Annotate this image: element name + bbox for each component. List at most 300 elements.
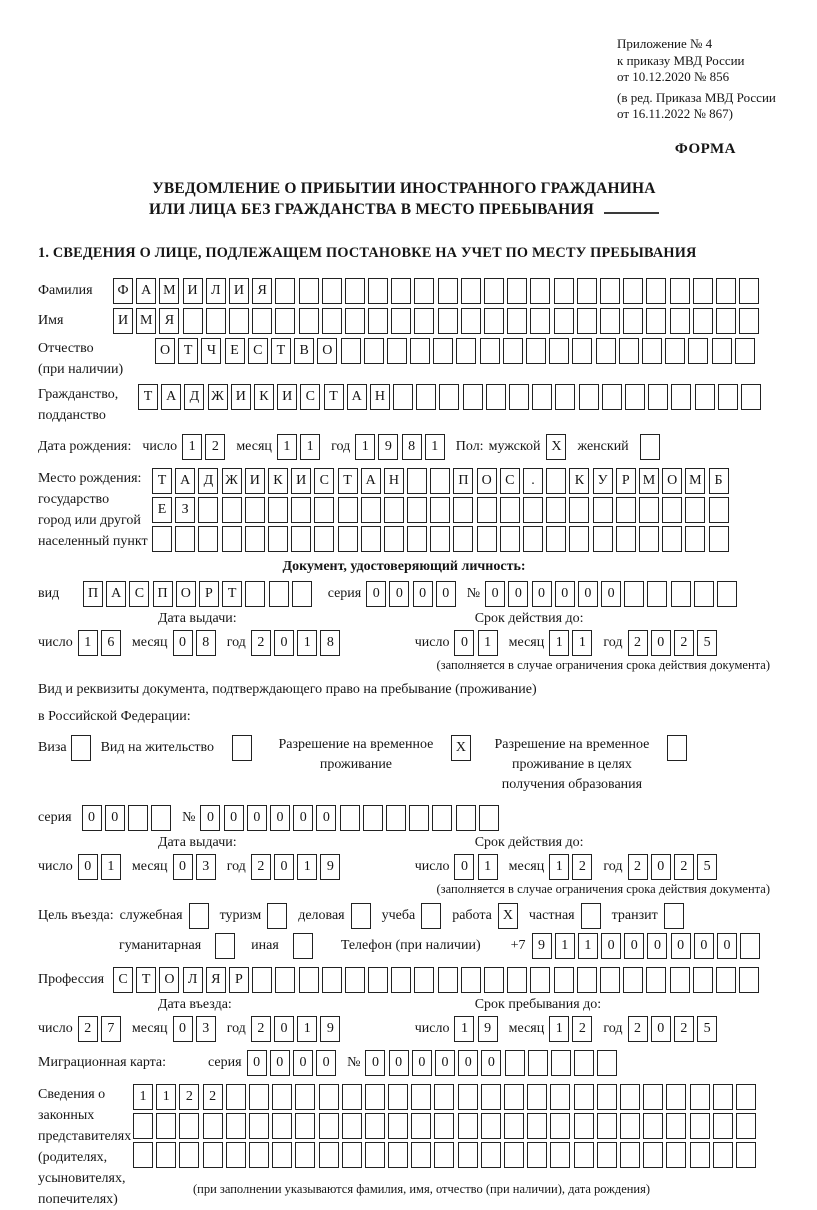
representatives-cell[interactable] (179, 1142, 199, 1168)
stay-month-cell[interactable]: 1 (549, 1016, 569, 1042)
given-name-cell[interactable] (554, 308, 574, 334)
representatives-cell[interactable] (434, 1084, 454, 1110)
identity-number-cell[interactable] (694, 581, 714, 607)
identity-kind-cell[interactable]: О (176, 581, 196, 607)
birth-place-cell[interactable]: Е (152, 497, 172, 523)
patronymic-cell[interactable] (665, 338, 685, 364)
profession-cell[interactable] (507, 967, 527, 993)
birth-place-cell[interactable]: Р (616, 468, 636, 494)
representatives-cell[interactable] (713, 1084, 733, 1110)
birth-place-cell[interactable] (662, 497, 682, 523)
migration-series-cell[interactable]: 0 (247, 1050, 267, 1076)
given-name-cell[interactable] (600, 308, 620, 334)
temp-residence-education-checkbox-cell[interactable] (667, 735, 687, 761)
birth-place-cell[interactable]: М (685, 468, 705, 494)
citizenship-cell[interactable] (718, 384, 738, 410)
migration-number-cell[interactable] (597, 1050, 617, 1076)
representatives-cell[interactable] (550, 1142, 570, 1168)
migration-number-cell[interactable]: 0 (389, 1050, 409, 1076)
surname-cell[interactable] (554, 278, 574, 304)
citizenship-cell[interactable] (439, 384, 459, 410)
identity-valid-year-cell[interactable]: 5 (697, 630, 717, 656)
given-name-cell[interactable] (577, 308, 597, 334)
given-name-cell[interactable]: И (113, 308, 133, 334)
temp-residence-checkbox-cell[interactable]: X (451, 735, 471, 761)
representatives-cell[interactable] (411, 1113, 431, 1139)
phone-cell[interactable] (740, 933, 760, 959)
phone-cell[interactable]: 0 (624, 933, 644, 959)
citizenship-cell[interactable]: Н (370, 384, 390, 410)
surname-cell[interactable] (345, 278, 365, 304)
representatives-cell[interactable] (574, 1113, 594, 1139)
representatives-cell[interactable] (574, 1142, 594, 1168)
representatives-cell[interactable] (249, 1084, 269, 1110)
representatives-cell[interactable] (736, 1142, 756, 1168)
profession-cell[interactable]: Р (229, 967, 249, 993)
representatives-cell[interactable] (690, 1142, 710, 1168)
stay-year-cell[interactable]: 5 (697, 1016, 717, 1042)
representatives-cell[interactable] (527, 1084, 547, 1110)
patronymic-cell[interactable] (549, 338, 569, 364)
birth-place-cell[interactable] (639, 497, 659, 523)
stay-year-cell[interactable]: 2 (628, 1016, 648, 1042)
purpose-work-cell[interactable]: X (498, 903, 518, 929)
patronymic-cell[interactable] (410, 338, 430, 364)
citizenship-cell[interactable]: Ж (208, 384, 228, 410)
surname-cell[interactable] (646, 278, 666, 304)
identity-number-cell[interactable]: 0 (578, 581, 598, 607)
migration-series-cell[interactable]: 0 (316, 1050, 336, 1076)
given-name-cell[interactable] (345, 308, 365, 334)
given-name-cell[interactable] (693, 308, 713, 334)
representatives-cell[interactable] (203, 1142, 223, 1168)
identity-issue-month-cell[interactable]: 0 (173, 630, 193, 656)
migration-series-cell[interactable]: 0 (293, 1050, 313, 1076)
representatives-cell[interactable] (272, 1142, 292, 1168)
representatives-cell[interactable] (713, 1113, 733, 1139)
birth-place-cell[interactable] (268, 526, 288, 552)
citizenship-cell[interactable]: К (254, 384, 274, 410)
citizenship-cell[interactable] (579, 384, 599, 410)
birth-place-cell[interactable]: Т (152, 468, 172, 494)
identity-number-cell[interactable] (717, 581, 737, 607)
residence-number-cell[interactable]: 0 (247, 805, 267, 831)
citizenship-cell[interactable] (509, 384, 529, 410)
birth-place-cell[interactable]: Ж (222, 468, 242, 494)
phone-cell[interactable]: 1 (555, 933, 575, 959)
residence-number-cell[interactable]: 0 (200, 805, 220, 831)
birth-place-cell[interactable] (198, 526, 218, 552)
birth-place-cell[interactable]: Т (338, 468, 358, 494)
profession-cell[interactable] (693, 967, 713, 993)
surname-cell[interactable] (461, 278, 481, 304)
profession-cell[interactable] (670, 967, 690, 993)
migration-number-cell[interactable] (528, 1050, 548, 1076)
representatives-cell[interactable] (411, 1084, 431, 1110)
phone-cell[interactable]: 0 (717, 933, 737, 959)
birth-place-cell[interactable]: З (175, 497, 195, 523)
representatives-cell[interactable] (713, 1142, 733, 1168)
citizenship-cell[interactable]: Д (184, 384, 204, 410)
citizenship-cell[interactable]: А (161, 384, 181, 410)
profession-cell[interactable] (414, 967, 434, 993)
representatives-cell[interactable] (643, 1142, 663, 1168)
representatives-cell[interactable] (458, 1084, 478, 1110)
patronymic-cell[interactable] (480, 338, 500, 364)
surname-cell[interactable] (530, 278, 550, 304)
birth-place-cell[interactable]: П (453, 468, 473, 494)
residence-valid-year-cell[interactable]: 5 (697, 854, 717, 880)
residence-issue-month-cell[interactable]: 0 (173, 854, 193, 880)
residence-number-cell[interactable]: 0 (270, 805, 290, 831)
birth-place-cell[interactable] (569, 526, 589, 552)
surname-cell[interactable] (368, 278, 388, 304)
birth-place-cell[interactable] (477, 497, 497, 523)
identity-valid-year-cell[interactable]: 0 (651, 630, 671, 656)
birth-place-cell[interactable] (222, 497, 242, 523)
identity-kind-cell[interactable]: П (83, 581, 103, 607)
representatives-cell[interactable] (249, 1113, 269, 1139)
representatives-cell[interactable] (597, 1142, 617, 1168)
phone-cell[interactable]: 9 (532, 933, 552, 959)
given-name-cell[interactable] (368, 308, 388, 334)
birth-place-cell[interactable]: . (523, 468, 543, 494)
identity-kind-cell[interactable]: С (129, 581, 149, 607)
representatives-cell[interactable] (319, 1142, 339, 1168)
residence-valid-year-cell[interactable]: 0 (651, 854, 671, 880)
surname-cell[interactable] (600, 278, 620, 304)
purpose-humanitarian-cell[interactable] (215, 933, 235, 959)
surname-cell[interactable] (693, 278, 713, 304)
surname-cell[interactable] (484, 278, 504, 304)
citizenship-cell[interactable] (602, 384, 622, 410)
birth-place-cell[interactable] (198, 497, 218, 523)
birth-place-cell[interactable] (430, 526, 450, 552)
birth-place-cell[interactable] (384, 526, 404, 552)
stay-month-cell[interactable]: 2 (572, 1016, 592, 1042)
birth-place-cell[interactable] (593, 497, 613, 523)
residence-series-cell[interactable]: 0 (105, 805, 125, 831)
patronymic-cell[interactable] (433, 338, 453, 364)
residence-issue-year-cell[interactable]: 2 (251, 854, 271, 880)
birth-place-cell[interactable] (500, 526, 520, 552)
representatives-cell[interactable] (620, 1113, 640, 1139)
birth-place-cell[interactable] (245, 526, 265, 552)
representatives-cell[interactable] (388, 1113, 408, 1139)
representatives-cell[interactable] (226, 1084, 246, 1110)
given-name-cell[interactable]: Я (159, 308, 179, 334)
patronymic-cell[interactable] (572, 338, 592, 364)
profession-cell[interactable] (623, 967, 643, 993)
profession-cell[interactable] (368, 967, 388, 993)
citizenship-cell[interactable]: И (231, 384, 251, 410)
residence-number-cell[interactable] (363, 805, 383, 831)
profession-cell[interactable] (739, 967, 759, 993)
birth-place-cell[interactable]: Н (384, 468, 404, 494)
representatives-cell[interactable] (643, 1084, 663, 1110)
identity-issue-year-cell[interactable]: 8 (320, 630, 340, 656)
migration-number-cell[interactable]: 0 (412, 1050, 432, 1076)
entry-year-cell[interactable]: 9 (320, 1016, 340, 1042)
entry-day-cell[interactable]: 2 (78, 1016, 98, 1042)
patronymic-cell[interactable] (456, 338, 476, 364)
patronymic-cell[interactable] (341, 338, 361, 364)
birth-place-cell[interactable]: К (569, 468, 589, 494)
purpose-other-cell[interactable] (293, 933, 313, 959)
representatives-cell[interactable] (272, 1113, 292, 1139)
representatives-cell[interactable] (156, 1113, 176, 1139)
patronymic-cell[interactable] (712, 338, 732, 364)
given-name-cell[interactable] (507, 308, 527, 334)
profession-cell[interactable]: Т (136, 967, 156, 993)
birth-place-cell[interactable] (430, 468, 450, 494)
phone-cell[interactable]: 0 (601, 933, 621, 959)
profession-cell[interactable] (646, 967, 666, 993)
residence-number-cell[interactable] (409, 805, 429, 831)
residence-valid-year-cell[interactable]: 2 (628, 854, 648, 880)
identity-number-cell[interactable] (624, 581, 644, 607)
birth-place-cell[interactable] (338, 497, 358, 523)
residence-series-cell[interactable] (151, 805, 171, 831)
patronymic-cell[interactable]: С (248, 338, 268, 364)
phone-cell[interactable]: 0 (671, 933, 691, 959)
given-name-cell[interactable] (322, 308, 342, 334)
purpose-study-cell[interactable] (421, 903, 441, 929)
surname-cell[interactable] (507, 278, 527, 304)
residence-number-cell[interactable] (479, 805, 499, 831)
migration-number-cell[interactable]: 0 (435, 1050, 455, 1076)
residence-permit-checkbox-cell[interactable] (232, 735, 252, 761)
citizenship-cell[interactable] (463, 384, 483, 410)
profession-cell[interactable] (461, 967, 481, 993)
identity-kind-cell[interactable] (292, 581, 312, 607)
profession-cell[interactable] (577, 967, 597, 993)
representatives-cell[interactable] (666, 1113, 686, 1139)
patronymic-cell[interactable] (688, 338, 708, 364)
identity-number-cell[interactable]: 0 (485, 581, 505, 607)
surname-cell[interactable] (322, 278, 342, 304)
profession-cell[interactable] (252, 967, 272, 993)
residence-issue-year-cell[interactable]: 1 (297, 854, 317, 880)
profession-cell[interactable] (438, 967, 458, 993)
birth-place-cell[interactable]: О (477, 468, 497, 494)
citizenship-cell[interactable] (625, 384, 645, 410)
patronymic-cell[interactable] (619, 338, 639, 364)
surname-cell[interactable]: Л (206, 278, 226, 304)
purpose-business-cell[interactable] (351, 903, 371, 929)
given-name-cell[interactable] (716, 308, 736, 334)
birth-place-cell[interactable] (430, 497, 450, 523)
identity-number-cell[interactable]: 0 (532, 581, 552, 607)
birth-place-cell[interactable] (291, 497, 311, 523)
migration-number-cell[interactable] (505, 1050, 525, 1076)
patronymic-cell[interactable] (503, 338, 523, 364)
identity-issue-day-cell[interactable]: 6 (101, 630, 121, 656)
birth-year-cell[interactable]: 8 (402, 434, 422, 460)
profession-cell[interactable]: О (159, 967, 179, 993)
representatives-cell[interactable] (226, 1113, 246, 1139)
migration-number-cell[interactable]: 0 (365, 1050, 385, 1076)
representatives-cell[interactable]: 1 (156, 1084, 176, 1110)
birth-place-cell[interactable]: Б (709, 468, 729, 494)
identity-issue-month-cell[interactable]: 8 (196, 630, 216, 656)
birth-place-cell[interactable] (685, 497, 705, 523)
migration-number-cell[interactable]: 0 (481, 1050, 501, 1076)
surname-cell[interactable]: И (229, 278, 249, 304)
given-name-cell[interactable] (739, 308, 759, 334)
citizenship-cell[interactable]: Т (138, 384, 158, 410)
residence-number-cell[interactable] (456, 805, 476, 831)
birth-place-cell[interactable] (616, 497, 636, 523)
given-name-cell[interactable] (461, 308, 481, 334)
identity-kind-cell[interactable]: А (106, 581, 126, 607)
sex-female-checkbox-cell[interactable] (640, 434, 660, 460)
representatives-cell[interactable] (295, 1142, 315, 1168)
migration-number-cell[interactable] (574, 1050, 594, 1076)
citizenship-cell[interactable] (532, 384, 552, 410)
identity-number-cell[interactable]: 0 (508, 581, 528, 607)
representatives-cell[interactable] (620, 1142, 640, 1168)
birth-place-cell[interactable] (616, 526, 636, 552)
birth-place-cell[interactable] (546, 526, 566, 552)
representatives-cell[interactable] (411, 1142, 431, 1168)
representatives-cell[interactable] (597, 1113, 617, 1139)
birth-place-cell[interactable] (384, 497, 404, 523)
profession-cell[interactable] (275, 967, 295, 993)
visa-checkbox-cell[interactable] (71, 735, 91, 761)
patronymic-cell[interactable]: Т (178, 338, 198, 364)
patronymic-cell[interactable]: В (294, 338, 314, 364)
representatives-cell[interactable] (690, 1084, 710, 1110)
birth-place-cell[interactable] (152, 526, 172, 552)
residence-valid-year-cell[interactable]: 2 (674, 854, 694, 880)
profession-cell[interactable]: Я (206, 967, 226, 993)
citizenship-cell[interactable]: Т (324, 384, 344, 410)
migration-number-cell[interactable] (551, 1050, 571, 1076)
representatives-cell[interactable] (226, 1142, 246, 1168)
birth-place-cell[interactable]: М (639, 468, 659, 494)
representatives-cell[interactable]: 2 (203, 1084, 223, 1110)
given-name-cell[interactable] (229, 308, 249, 334)
representatives-cell[interactable] (342, 1142, 362, 1168)
surname-cell[interactable] (299, 278, 319, 304)
stay-year-cell[interactable]: 2 (674, 1016, 694, 1042)
phone-cell[interactable]: 0 (694, 933, 714, 959)
given-name-cell[interactable] (623, 308, 643, 334)
stay-day-cell[interactable]: 9 (478, 1016, 498, 1042)
birth-place-cell[interactable]: С (314, 468, 334, 494)
phone-cell[interactable]: 1 (578, 933, 598, 959)
identity-valid-day-cell[interactable]: 0 (454, 630, 474, 656)
birth-place-cell[interactable] (709, 497, 729, 523)
purpose-transit-cell[interactable] (664, 903, 684, 929)
citizenship-cell[interactable] (695, 384, 715, 410)
birth-place-cell[interactable] (639, 526, 659, 552)
identity-number-cell[interactable] (671, 581, 691, 607)
representatives-cell[interactable] (620, 1084, 640, 1110)
birth-day-cell[interactable]: 1 (182, 434, 202, 460)
entry-year-cell[interactable]: 1 (297, 1016, 317, 1042)
surname-cell[interactable]: М (159, 278, 179, 304)
citizenship-cell[interactable]: А (347, 384, 367, 410)
citizenship-cell[interactable] (648, 384, 668, 410)
birth-place-cell[interactable] (361, 526, 381, 552)
patronymic-cell[interactable] (526, 338, 546, 364)
representatives-cell[interactable] (365, 1084, 385, 1110)
surname-cell[interactable] (670, 278, 690, 304)
residence-issue-month-cell[interactable]: 3 (196, 854, 216, 880)
birth-place-cell[interactable] (407, 497, 427, 523)
birth-place-cell[interactable] (314, 497, 334, 523)
identity-kind-cell[interactable]: П (153, 581, 173, 607)
residence-series-cell[interactable]: 0 (82, 805, 102, 831)
given-name-cell[interactable]: М (136, 308, 156, 334)
purpose-private-cell[interactable] (581, 903, 601, 929)
identity-valid-year-cell[interactable]: 2 (628, 630, 648, 656)
residence-issue-day-cell[interactable]: 0 (78, 854, 98, 880)
surname-cell[interactable] (577, 278, 597, 304)
birth-place-cell[interactable] (685, 526, 705, 552)
identity-series-cell[interactable]: 0 (436, 581, 456, 607)
birth-place-cell[interactable] (338, 526, 358, 552)
identity-series-cell[interactable]: 0 (366, 581, 386, 607)
patronymic-cell[interactable]: Е (225, 338, 245, 364)
representatives-cell[interactable] (203, 1113, 223, 1139)
surname-cell[interactable] (739, 278, 759, 304)
identity-issue-year-cell[interactable]: 1 (297, 630, 317, 656)
representatives-cell[interactable] (481, 1084, 501, 1110)
birth-year-cell[interactable]: 1 (425, 434, 445, 460)
representatives-cell[interactable] (342, 1084, 362, 1110)
birth-place-cell[interactable] (268, 497, 288, 523)
sex-male-checkbox-cell[interactable]: X (546, 434, 566, 460)
residence-issue-year-cell[interactable]: 0 (274, 854, 294, 880)
birth-place-cell[interactable]: Д (198, 468, 218, 494)
given-name-cell[interactable] (299, 308, 319, 334)
surname-cell[interactable] (716, 278, 736, 304)
identity-number-cell[interactable]: 0 (555, 581, 575, 607)
identity-issue-year-cell[interactable]: 0 (274, 630, 294, 656)
representatives-cell[interactable] (365, 1113, 385, 1139)
stay-year-cell[interactable]: 0 (651, 1016, 671, 1042)
representatives-cell[interactable] (249, 1142, 269, 1168)
representatives-cell[interactable] (481, 1113, 501, 1139)
identity-kind-cell[interactable] (245, 581, 265, 607)
representatives-cell[interactable] (319, 1084, 339, 1110)
birth-place-cell[interactable]: С (500, 468, 520, 494)
entry-month-cell[interactable]: 3 (196, 1016, 216, 1042)
representatives-cell[interactable] (272, 1084, 292, 1110)
birth-place-cell[interactable] (477, 526, 497, 552)
purpose-tourism-cell[interactable] (267, 903, 287, 929)
birth-place-cell[interactable] (523, 526, 543, 552)
identity-number-cell[interactable]: 0 (601, 581, 621, 607)
residence-issue-year-cell[interactable]: 9 (320, 854, 340, 880)
residence-number-cell[interactable] (432, 805, 452, 831)
profession-cell[interactable] (530, 967, 550, 993)
surname-cell[interactable]: Ф (113, 278, 133, 304)
birth-place-cell[interactable] (361, 497, 381, 523)
representatives-cell[interactable] (434, 1142, 454, 1168)
surname-cell[interactable]: А (136, 278, 156, 304)
surname-cell[interactable]: Я (252, 278, 272, 304)
identity-series-cell[interactable]: 0 (389, 581, 409, 607)
residence-number-cell[interactable]: 0 (293, 805, 313, 831)
identity-issue-year-cell[interactable]: 2 (251, 630, 271, 656)
birth-year-cell[interactable]: 9 (378, 434, 398, 460)
identity-series-cell[interactable]: 0 (413, 581, 433, 607)
birth-place-cell[interactable] (291, 526, 311, 552)
